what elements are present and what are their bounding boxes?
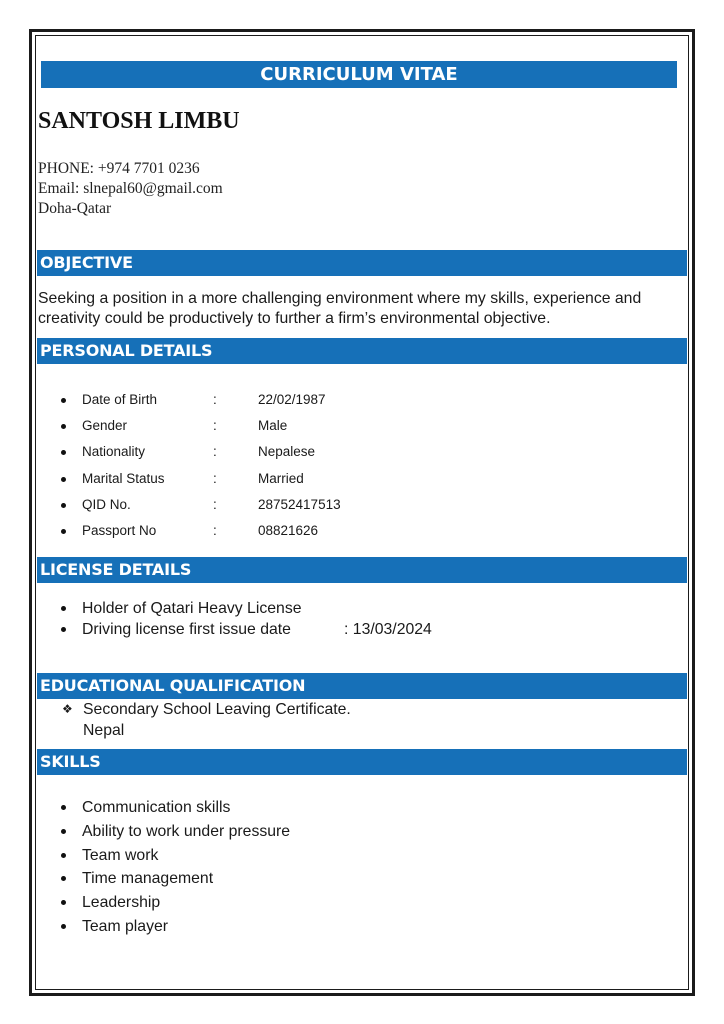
detail-value: Male	[258, 418, 288, 434]
license-details-heading: LICENSE DETAILS	[37, 557, 687, 583]
personal-details-heading: PERSONAL DETAILS	[37, 338, 687, 364]
detail-label: Nationality	[82, 444, 146, 460]
education-country: Nepal	[83, 722, 125, 739]
skill-item: Leadership	[58, 892, 290, 916]
detail-separator: :	[213, 470, 217, 486]
personal-details-list	[58, 389, 341, 546]
objective-heading: OBJECTIVE	[37, 250, 687, 276]
detail-value: 08821626	[258, 522, 319, 538]
detail-separator: :	[213, 496, 217, 512]
license-item: Holder of Qatari Heavy License	[58, 598, 432, 619]
skill-item: Communication skills	[58, 797, 290, 821]
detail-label: Marital Status	[82, 470, 165, 486]
detail-label: QID No.	[82, 496, 131, 512]
document-title: CURRICULUM VITAE	[41, 61, 677, 88]
personal-detail-row	[58, 520, 341, 546]
personal-detail-row	[58, 441, 341, 467]
license-issue-date: : 13/03/2024	[344, 621, 432, 638]
detail-separator: :	[213, 392, 217, 407]
detail-separator: :	[213, 444, 217, 460]
skill-item: Team work	[58, 845, 290, 869]
diamond-bullet-icon: ❖	[62, 702, 73, 716]
detail-label: Gender	[82, 418, 128, 434]
skills-list	[58, 797, 290, 940]
location-line: Doha-Qatar	[38, 200, 112, 217]
personal-detail-row	[58, 415, 341, 441]
skills-heading: SKILLS	[37, 749, 687, 775]
education-degree: Secondary School Leaving Certificate.	[83, 701, 351, 718]
education-text	[83, 699, 351, 741]
phone-line: PHONE: +974 7701 0236	[38, 160, 200, 177]
detail-separator: :	[213, 522, 217, 538]
contact-block	[38, 159, 223, 219]
personal-detail-row	[58, 389, 341, 415]
education-heading: EDUCATIONAL QUALIFICATION	[37, 673, 687, 699]
detail-value: 28752417513	[258, 496, 341, 512]
detail-value: Nepalese	[258, 444, 316, 460]
license-details-list	[58, 598, 432, 640]
skill-item: Ability to work under pressure	[58, 821, 290, 845]
license-issue-label: Driving license first issue date	[82, 621, 291, 638]
email-line: Email: slnepal60@gmail.com	[38, 180, 223, 197]
skill-item: Team player	[58, 916, 290, 940]
detail-value: 22/02/1987	[258, 392, 326, 407]
objective-text: Seeking a position in a more challenging environment where my skills, experience and creativity could be productively to further a firm’s environmental objective.	[38, 290, 642, 327]
personal-detail-row	[58, 494, 341, 520]
candidate-name: SANTOSH LIMBU	[38, 108, 240, 134]
detail-label: Date of Birth	[82, 392, 158, 407]
license-item	[58, 619, 432, 640]
personal-detail-row	[58, 468, 341, 494]
skill-item: Time management	[58, 868, 290, 892]
detail-label: Passport No	[82, 522, 157, 538]
detail-value: Married	[258, 470, 304, 486]
detail-separator: :	[213, 418, 217, 434]
